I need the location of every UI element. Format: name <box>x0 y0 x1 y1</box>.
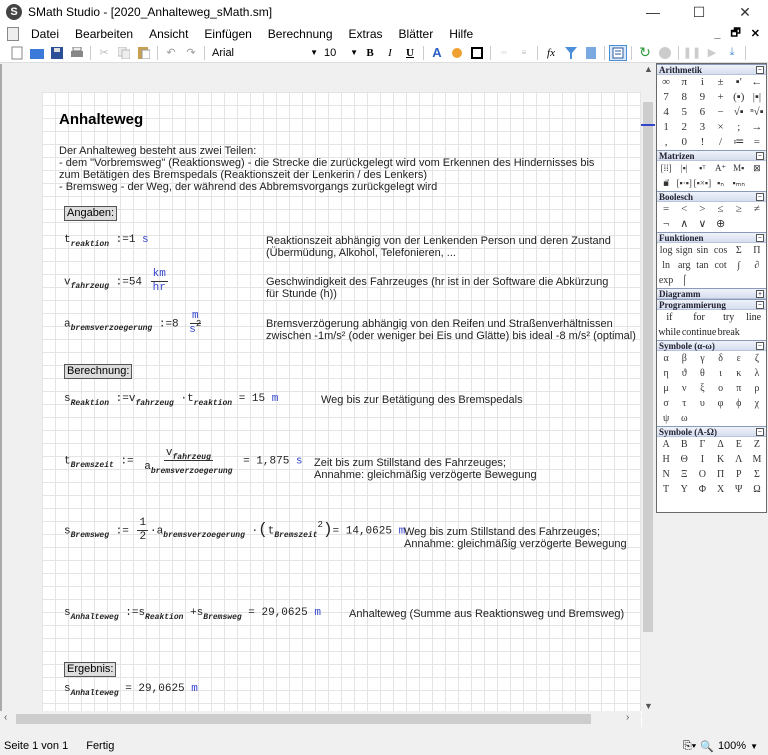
palette-symbole_klein-item[interactable]: α <box>663 353 669 364</box>
vertical-scroll-thumb[interactable] <box>643 102 653 632</box>
mdi-restore-button[interactable]: 🗗 <box>730 27 741 39</box>
palette-matrizen-item[interactable]: ▪ᵀ <box>699 163 706 173</box>
toolbar <box>0 43 768 63</box>
minimize-button[interactable]: — <box>646 4 660 20</box>
comment-brems-2: zwischen -1m/s² (oder weniger bei Eis und Glätte) bis ideal -8 m/s² (optimal) <box>266 330 636 342</box>
palette-symbole_klein-item[interactable]: θ <box>700 368 705 379</box>
palette-funktionen-item <box>711 273 729 288</box>
palette-arithmetik-item[interactable]: ≔ <box>733 136 745 148</box>
palette-matrizen-item[interactable]: ▪ₙ <box>717 178 724 188</box>
comment-t-bremszeit-2: Annahme: gleichmäßig verzögerte Bewegung <box>314 469 537 481</box>
palette-boolesch-item <box>730 217 748 232</box>
palette-programmierung-item[interactable]: continue <box>681 327 717 338</box>
palette-symbole_klein-item <box>711 411 729 426</box>
palette-symbole_gross-item[interactable]: Ι <box>700 454 705 465</box>
copy-icon[interactable] <box>115 45 133 61</box>
menu-blaetter[interactable]: Blätter <box>398 26 434 41</box>
palette-matrizen-item[interactable]: ▪ₘₙ <box>732 178 745 188</box>
palette-symbole_klein-item[interactable]: κ <box>736 368 742 379</box>
window-title: SMath Studio - [2020_Anhalteweg_sMath.sm] <box>28 5 273 19</box>
palette-symbole_klein-item[interactable]: λ <box>754 368 760 379</box>
palette-symbole_gross-item[interactable]: Κ <box>716 454 725 465</box>
document-title: Anhalteweg <box>59 111 144 128</box>
palette-arithmetik-item[interactable]: 2 <box>681 121 687 133</box>
palette-header-symbole-gross[interactable]: Symbole (Α-Ω) − <box>657 426 766 437</box>
palette-header-funktionen[interactable]: Funktionen − <box>657 232 766 243</box>
palette-arithmetik-item[interactable]: ∞ <box>662 76 670 88</box>
font-family-select[interactable]: Arial ▼ <box>212 46 318 59</box>
collapse-icon[interactable]: − <box>758 428 762 436</box>
palette-arithmetik-item[interactable]: √▪ <box>733 106 744 118</box>
palette-header-matrizen[interactable]: Matrizen − <box>657 150 766 161</box>
palette-header-symbole-klein[interactable]: Symbole (α-ω) − <box>657 340 766 351</box>
palette-symbole_gross-item[interactable]: Ζ <box>753 439 760 450</box>
align-vertical-icon[interactable]: ≡ <box>521 48 527 57</box>
horizontal-scroll-thumb[interactable] <box>16 714 591 724</box>
palette-symbole_klein-item[interactable]: ν <box>681 383 687 394</box>
palette-symbole_klein-item[interactable]: ρ <box>754 383 760 394</box>
palette-arithmetik-item[interactable]: ⁿ√▪ <box>750 106 764 118</box>
palette-matrizen-item[interactable]: [▪·▪] <box>676 178 692 188</box>
palette-matrizen-item[interactable]: |▪| <box>680 163 688 173</box>
new-file-icon[interactable] <box>8 45 26 61</box>
comment-t-bremszeit-1: Zeit bis zum Stillstand des Fahrzeuges; <box>314 457 506 469</box>
menu-extras[interactable]: Extras <box>348 26 383 41</box>
palette-symbole_klein-item[interactable]: δ <box>718 353 723 364</box>
menu-einfuegen[interactable]: Einfügen <box>204 26 252 41</box>
palette-arithmetik-item[interactable]: 9 <box>699 91 706 103</box>
menu-ansicht[interactable]: Ansicht <box>149 26 189 41</box>
palette-symbole_gross-item[interactable]: Π <box>716 469 725 480</box>
palette-symbole_klein-item[interactable]: γ <box>700 353 705 364</box>
palette-symbole_gross-item[interactable]: Ψ <box>735 484 743 495</box>
menu-berechnung[interactable]: Berechnung <box>267 26 333 41</box>
palette-symbole-klein <box>657 351 766 426</box>
palette-arithmetik-item[interactable]: ± <box>717 76 724 88</box>
palette-symbole_gross-item[interactable]: Ξ <box>681 469 688 480</box>
save-icon[interactable] <box>48 45 66 61</box>
palette-boolesch-item <box>748 217 766 232</box>
palette-funktionen-item[interactable]: ⌠ <box>681 275 688 286</box>
font-size-select[interactable]: 10 ▼ <box>324 46 358 59</box>
palette-arithmetik-item[interactable]: 3 <box>699 121 706 133</box>
fill-color-icon[interactable] <box>448 45 466 61</box>
scroll-up-icon[interactable]: ▲ <box>644 64 653 74</box>
undo-icon[interactable]: ↶ <box>166 47 176 59</box>
palette-symbole_klein-item[interactable]: τ <box>682 398 687 409</box>
palette-matrizen-item[interactable]: [▪×▪] <box>693 178 712 188</box>
palette-arithmetik-item[interactable]: (▪) <box>733 91 745 103</box>
palette-boolesch-item[interactable]: = <box>662 203 670 215</box>
collapse-icon[interactable]: − <box>758 193 762 201</box>
palette-symbole_klein-item[interactable]: χ <box>754 398 760 409</box>
page-indicator: Seite 1 von 1 <box>4 740 69 752</box>
comment-s-bremsweg-1: Weg bis zum Stillstand des Fahrzeuges; <box>404 526 601 538</box>
palette-programmierung-item[interactable]: while <box>658 327 681 338</box>
palette-symbole_gross-item[interactable]: Υ <box>680 484 688 495</box>
palette-boolesch-item[interactable]: < <box>681 203 688 215</box>
palette-arithmetik-item[interactable]: / <box>719 136 723 148</box>
given-v-fahrzeug[interactable]: $v_{fahrzeug}$ :=54 $\frac{km}{hr}$ <box>64 268 166 294</box>
palette-symbole_klein-item[interactable]: σ <box>663 398 669 409</box>
palette-symbole_klein-item <box>693 411 711 426</box>
palette-symbole_gross-item[interactable]: Ω <box>753 484 761 495</box>
palette-symbole_gross-item[interactable]: Ρ <box>735 469 742 480</box>
document-icon[interactable] <box>7 27 19 41</box>
palette-arithmetik-item[interactable]: × <box>717 121 724 133</box>
title-bar <box>0 0 768 24</box>
palette-funktionen-item[interactable]: log <box>659 245 673 256</box>
align-horizontal-icon[interactable]: ▫▫ <box>501 48 507 57</box>
palette-funktionen-item <box>693 273 711 288</box>
scroll-right-icon[interactable]: › <box>626 712 630 723</box>
vertical-scrollbar[interactable] <box>641 64 655 711</box>
palette-symbole_klein-item[interactable]: β <box>681 353 687 364</box>
palette-funktionen-item[interactable]: exp <box>658 275 674 286</box>
font-color-button[interactable]: A <box>432 45 442 60</box>
palette-arithmetik-item[interactable]: ! <box>700 136 705 148</box>
calc-s-reaktion[interactable]: $s_{Reaktion}$ $:=v_{fahrzeug} \cdot t_{reaktion} = 15$ m <box>64 393 279 408</box>
palette-funktionen-item[interactable]: sin <box>696 245 709 256</box>
palette-arithmetik-item[interactable]: = <box>753 136 761 148</box>
palette-symbole_klein-item[interactable]: ψ <box>662 413 670 424</box>
palette-boolesch-item[interactable]: ⊕ <box>715 218 726 230</box>
open-folder-icon[interactable] <box>28 45 46 61</box>
palette-arithmetik-item[interactable]: |▪| <box>752 91 762 103</box>
collapse-icon[interactable]: − <box>758 234 762 242</box>
palette-symbole_klein-item[interactable]: ο <box>718 383 724 394</box>
palette-header-programmierung[interactable]: Programmierung − <box>657 299 766 310</box>
scroll-left-icon[interactable]: ‹ <box>4 712 8 723</box>
palette-boolesch-item[interactable]: ∨ <box>698 218 707 230</box>
palette-symbole_klein-item[interactable]: η <box>663 368 669 379</box>
section-label-angaben: Angaben: <box>64 206 117 221</box>
palette-programmierung-item[interactable]: break <box>717 327 740 338</box>
palette-symbole_klein-item[interactable]: ϕ <box>736 398 742 409</box>
palette-programmierung-item[interactable]: line <box>746 312 762 323</box>
palette-symbole_klein-item[interactable]: ω <box>680 413 688 424</box>
palette-funktionen-item <box>748 273 766 288</box>
palette-funktionen-item[interactable]: ∫ <box>737 260 741 271</box>
palette-funktionen-item[interactable]: Π <box>753 245 761 256</box>
palette-symbole_klein-item[interactable]: ε <box>736 353 741 364</box>
palette-matrizen-item[interactable]: [⁞⁞] <box>660 163 672 173</box>
palette-panel <box>656 63 767 513</box>
palette-symbole_gross-item[interactable]: Σ <box>753 469 760 480</box>
filter-icon[interactable] <box>562 45 580 61</box>
palette-symbole_klein-item[interactable]: ξ <box>700 383 705 394</box>
palette-symbole_klein-item[interactable]: ι <box>719 368 722 379</box>
calc-s-bremsweg[interactable]: $s_{Bremsweg}$ := $\frac{1}{2}$ $\cdot a_{bremsverzoegerung} \cdot(t_{Bremszeit}^2)= 14,0625$ m <box>64 517 406 543</box>
palette-symbole_gross-item[interactable]: Χ <box>716 484 725 495</box>
given-t-reaktion[interactable]: $t_{reaktion}$ :=1 s <box>64 234 149 249</box>
palette-matrizen-item[interactable]: ▪⃗ <box>663 178 670 188</box>
palette-boolesch-item[interactable]: ≥ <box>735 203 742 215</box>
palette-arithmetik-item[interactable]: i <box>700 76 704 88</box>
palette-symbole_gross-item[interactable]: Τ <box>663 484 670 495</box>
palette-arithmetik-item[interactable]: 7 <box>663 91 669 103</box>
section-label-berechnung: Berechnung: <box>64 364 132 379</box>
palette-symbole_klein-item[interactable]: π <box>736 383 742 394</box>
palette-arithmetik-item[interactable]: 6 <box>699 106 706 118</box>
status-bar <box>0 737 768 755</box>
paste-icon[interactable] <box>135 45 153 61</box>
collapse-icon[interactable]: − <box>758 301 762 309</box>
palette-funktionen-item[interactable]: ln <box>662 260 670 271</box>
palette-header-diagramm[interactable]: Diagramm + <box>657 288 766 299</box>
collapse-icon[interactable]: − <box>758 342 762 350</box>
palette-symbole_gross-item[interactable]: Β <box>680 439 688 450</box>
menu-datei[interactable]: Datei <box>31 26 60 41</box>
palette-arithmetik-item[interactable]: 0 <box>681 136 687 148</box>
palette-symbole_gross-item[interactable]: Λ <box>735 454 743 465</box>
help-icon[interactable] <box>582 45 600 61</box>
intro-line-3: zum Betätigen des Bremspedals (Reaktionszeit der Lenkerin / des Lenkers) <box>59 169 428 181</box>
palette-programmierung-item <box>741 325 766 340</box>
palette-symbole_gross-item[interactable]: Ν <box>662 469 670 480</box>
close-button[interactable]: ✕ <box>739 3 751 20</box>
comment-s-anhalteweg: Anhalteweg (Summe aus Reaktionsweg und Bremsweg) <box>349 608 625 620</box>
palette-matrizen-item[interactable]: ⊠ <box>753 163 761 173</box>
palette-symbole_gross-item[interactable]: Θ <box>680 454 688 465</box>
palette-arithmetik-item[interactable]: + <box>717 91 724 103</box>
app-icon: S <box>6 4 22 20</box>
comment-s-bremsweg-2: Annahme: gleichmäßig verzögerte Bewegung <box>404 538 627 550</box>
italic-button[interactable]: I <box>388 46 392 59</box>
comment-s-reaktion: Weg bis zur Betätigung des Bremspedals <box>321 394 523 406</box>
chevron-down-icon: ▼ <box>350 48 358 57</box>
step-icon[interactable]: ⤓ <box>729 46 735 58</box>
palette-arithmetik-item[interactable]: 5 <box>681 106 687 118</box>
palette-boolesch-item[interactable]: ∧ <box>680 218 689 230</box>
palette-funktionen-item[interactable]: Σ <box>735 245 742 256</box>
chevron-down-icon[interactable]: ▼ <box>750 741 758 751</box>
recalculate-icon[interactable]: ↻ <box>639 44 651 60</box>
palette-programmierung-item[interactable]: try <box>723 312 735 323</box>
palette-symbole_gross-item[interactable]: Α <box>662 439 670 450</box>
palette-boolesch-item[interactable]: > <box>699 203 706 215</box>
comment-fahrzeug-2: für Stunde (h)) <box>266 288 337 300</box>
stop-icon[interactable] <box>656 45 674 61</box>
palette-programmierung <box>657 310 766 340</box>
palette-matrizen <box>657 161 766 191</box>
palette-header-boolesch[interactable]: Boolesch − <box>657 191 766 202</box>
given-a-bremsverzoegerung[interactable]: $a_{bremsverzoegerung}$ :=8 $\frac{m}{s^2}$ <box>64 310 202 336</box>
border-icon[interactable] <box>468 45 486 61</box>
palette-boolesch-item[interactable]: ≤ <box>717 203 724 215</box>
worksheet[interactable] <box>42 92 642 727</box>
palette-symbole-gross <box>657 437 766 497</box>
palette-symbole_gross-item[interactable]: Φ <box>698 484 707 495</box>
palette-matrizen-item <box>748 176 766 191</box>
palette-funktionen-item[interactable]: ∂ <box>754 260 760 271</box>
palette-header-arithmetik[interactable]: Arithmetik − <box>657 64 766 75</box>
palette-boolesch <box>657 202 766 232</box>
chevron-down-icon: ▼ <box>310 48 318 57</box>
pause-icon[interactable]: ❚❚ <box>682 47 702 59</box>
function-button[interactable]: fx <box>547 46 555 59</box>
intro-line-4: - Bremsweg - der Weg, der während des Abbremsvorgangs zurückgelegt wird <box>59 181 438 193</box>
palette-arithmetik-item[interactable]: π <box>681 76 688 88</box>
palette-arithmetik-item[interactable]: → <box>751 121 763 133</box>
collapse-icon[interactable]: − <box>758 66 762 74</box>
palette-symbole_klein-item[interactable]: ϑ <box>681 368 687 379</box>
calc-s-anhalteweg[interactable]: $s_{Anhalteweg}$ $:=s_{Reaktion} +s_{Bremsweg} = 29,0625$ m <box>64 607 321 622</box>
palette-programmierung-item[interactable]: for <box>693 312 705 323</box>
palette-symbole_klein-item <box>730 411 748 426</box>
redo-icon[interactable]: ↷ <box>186 47 196 59</box>
status-text: Fertig <box>86 740 115 752</box>
mdi-close-button[interactable]: ✕ <box>750 28 760 40</box>
palette-arithmetik-item[interactable]: − <box>717 106 724 118</box>
palette-funktionen-item[interactable]: arg <box>677 260 691 271</box>
palette-arithmetik-item[interactable]: ← <box>751 76 763 88</box>
palette-funktionen-item[interactable]: cos <box>713 245 728 256</box>
comment-reaktion-1: Reaktionszeit abhängig von der Lenkenden Person und deren Zustand <box>266 235 611 247</box>
palette-boolesch-item[interactable]: ≠ <box>753 203 760 215</box>
workspace <box>0 64 655 727</box>
comment-fahrzeug-1: Geschwindigkeit des Fahrzeuges (hr ist in der Software die Abkürzung <box>266 276 609 288</box>
result-s-anhalteweg[interactable]: $s_{Anhalteweg} = 29,0625$ m <box>64 683 198 698</box>
bold-button[interactable]: B <box>366 46 374 59</box>
zoom-icon[interactable]: 🔍 <box>700 740 714 753</box>
underline-button[interactable]: U <box>406 46 414 59</box>
palette-symbole_gross-item[interactable]: Η <box>662 454 670 465</box>
palette-symbole_gross-item[interactable]: Γ <box>699 439 706 450</box>
sheet-view-icon[interactable] <box>609 45 627 61</box>
zoom-level[interactable]: 100% <box>717 740 747 752</box>
palette-symbole_gross-item[interactable]: Ε <box>735 439 742 450</box>
intro-line-2: - dem "Vorbremsweg" (Reaktionsweg) - die Strecke die zurückgelegt wird vom Erkennen des Hindernisses bis <box>59 157 595 169</box>
palette-arithmetik-item[interactable]: 8 <box>681 91 687 103</box>
comment-brems-1: Bremsverzögerung abhängig von den Reifen und Straßenverhältnissen <box>266 318 613 330</box>
palette-symbole_klein-item[interactable]: υ <box>699 398 705 409</box>
page-layout-icon[interactable]: ⎘▾ <box>682 739 697 752</box>
palette-symbole_gross-item[interactable]: Δ <box>717 439 724 450</box>
palette-symbole_gross-item[interactable]: Ο <box>698 469 707 480</box>
palette-boolesch-item[interactable]: ¬ <box>662 218 670 230</box>
scroll-down-icon[interactable]: ▼ <box>644 701 653 711</box>
menu-bearbeiten[interactable]: Bearbeiten <box>75 26 134 41</box>
palette-programmierung-item[interactable]: if <box>666 312 673 323</box>
palette-symbole_klein-item[interactable]: φ <box>717 398 724 409</box>
comment-reaktion-2: (Übermüdung, Alkohol, Telefonieren, ... <box>266 247 456 259</box>
horizontal-scrollbar[interactable] <box>0 711 641 727</box>
calc-t-bremszeit[interactable]: $t_{Bremszeit}$ := $\frac{v_{fahrzeug}}{a_{bremsverzoegerung}}$ = 1,875 s <box>64 447 303 476</box>
palette-matrizen-item[interactable]: A⁺ <box>714 163 727 173</box>
print-icon[interactable] <box>68 45 86 61</box>
menu-bar <box>0 24 768 43</box>
palette-arithmetik-item[interactable]: ▪' <box>735 76 742 88</box>
play-icon[interactable]: ▶ <box>707 47 717 59</box>
palette-funktionen-item[interactable]: cot <box>714 260 727 271</box>
palette-arithmetik <box>657 75 766 150</box>
palette-symbole_klein-item <box>748 411 766 426</box>
collapse-icon[interactable]: − <box>758 152 762 160</box>
palette-arithmetik-item[interactable]: ; <box>737 121 741 133</box>
palette-funktionen <box>657 243 766 288</box>
expand-icon[interactable]: + <box>758 290 762 298</box>
mdi-minimize-button[interactable]: _ <box>714 27 721 40</box>
palette-funktionen-item <box>730 273 748 288</box>
palette-funktionen-item[interactable]: sign <box>675 245 693 256</box>
section-label-ergebnis: Ergebnis: <box>64 662 116 677</box>
palette-arithmetik-item[interactable]: , <box>664 136 668 148</box>
intro-line-1: Der Anhalteweg besteht aus zwei Teilen: <box>59 145 257 157</box>
palette-symbole_klein-item[interactable]: ζ <box>754 353 759 364</box>
palette-arithmetik-item[interactable]: 1 <box>663 121 669 133</box>
menu-hilfe[interactable]: Hilfe <box>449 26 474 41</box>
palette-arithmetik-item[interactable]: 4 <box>663 106 669 118</box>
palette-symbole_klein-item[interactable]: μ <box>663 383 669 394</box>
maximize-button[interactable]: ☐ <box>692 3 706 20</box>
scroll-position-marker <box>641 124 655 126</box>
cut-icon[interactable]: ✂ <box>99 47 109 59</box>
palette-symbole_gross-item[interactable]: Μ <box>752 454 762 465</box>
palette-funktionen-item[interactable]: tan <box>696 260 709 271</box>
palette-matrizen-item[interactable]: M▪ <box>733 163 745 173</box>
